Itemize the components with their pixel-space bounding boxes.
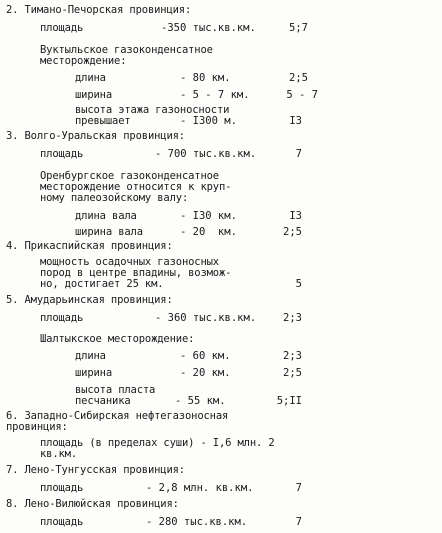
- section-6-heading-2: провинция:: [6, 421, 68, 433]
- section-2-area-value: -350 тыс.кв.км.: [161, 22, 256, 34]
- orn-width-label: ширина вала: [75, 226, 143, 238]
- section-7-area-label: площадь: [40, 482, 84, 494]
- orn-length-label: длина вала: [75, 210, 137, 222]
- section-2-heading: 2. Тимано-Печорская провинция:: [6, 4, 192, 16]
- orn-length-ref: I3: [289, 210, 302, 222]
- section-4-heading: 4. Прикаспийская провинция:: [6, 240, 173, 252]
- vuk-height-label-1: высота этажа газоносности: [75, 104, 230, 116]
- section-5-area-ref: 2;3: [283, 312, 302, 324]
- section-3-area-ref: 7: [295, 148, 302, 160]
- vuk-width-value: - 5 - 7 км.: [180, 89, 250, 101]
- section-7-heading: 7. Лено-Тунгусская провинция:: [6, 464, 185, 476]
- section-4-line-1: мощность осадочных газоносных: [40, 256, 219, 268]
- vuk-height-label-2: превышает: [75, 115, 131, 127]
- vuk-length-label: длина: [75, 72, 106, 84]
- vuk-title-line-2: месторождение:: [40, 55, 127, 67]
- section-8-heading: 8. Лено-Вилюйская провинция:: [6, 498, 179, 510]
- sha-height-label-1: высота пласта: [75, 384, 156, 396]
- orn-length-value: - I30 км.: [180, 210, 237, 222]
- vuk-height-value: - I300 м.: [180, 115, 237, 127]
- section-5-area-value: - 360 тыс.кв.км.: [155, 312, 257, 324]
- orn-text-line-1: Оренбургское газоконденсатное: [40, 170, 219, 182]
- sha-height-label-2: песчаника: [75, 395, 131, 407]
- section-8-area-ref: 7: [295, 516, 302, 528]
- orn-width-ref: 2;5: [283, 226, 302, 238]
- section-3-area-value: - 700 тыс.кв.км.: [155, 148, 257, 160]
- vuk-width-ref: 5 - 7: [286, 89, 318, 101]
- orn-width-value: - 20 км.: [180, 226, 237, 238]
- section-7-area-ref: 7: [295, 482, 302, 494]
- section-4-ref: 5: [295, 278, 302, 290]
- sha-height-ref: 5;II: [276, 395, 302, 407]
- sha-height-value: - 55 км.: [175, 395, 226, 407]
- orn-text-line-2: месторождение относится к круп-: [40, 181, 232, 193]
- vuk-length-value: - 80 км.: [180, 72, 231, 84]
- vuk-width-label: ширина: [75, 89, 113, 101]
- sha-width-ref: 2;5: [283, 367, 302, 379]
- sha-width-value: - 20 км.: [180, 367, 231, 379]
- section-3-area-label: площадь: [40, 148, 84, 160]
- section-4-line-2: пород в центре впадины, возмож-: [40, 267, 232, 279]
- sha-length-ref: 2;3: [283, 350, 302, 362]
- section-6-heading-1: 6. Западно-Сибирская нефтегазоносная: [6, 410, 229, 422]
- sha-title: Шалтыкское месторождение:: [40, 333, 195, 345]
- section-2-area-label: площадь: [40, 22, 84, 34]
- section-6-area-line-1: площадь (в пределах суши) - I,6 млн. 2: [40, 437, 275, 449]
- sha-length-label: длина: [75, 350, 106, 362]
- sha-length-value: - 60 км.: [180, 350, 231, 362]
- section-8-area-label: площадь: [40, 516, 84, 528]
- section-5-area-label: площадь: [40, 312, 84, 324]
- section-6-area-line-2: кв.км.: [40, 448, 78, 460]
- sha-width-label: ширина: [75, 367, 113, 379]
- section-5-heading: 5. Амударьинская провинция:: [6, 294, 173, 306]
- section-7-area-value: - 2,8 млн. кв.км.: [146, 482, 254, 494]
- vuk-title-line-1: Вуктыльское газоконденсатное: [40, 44, 213, 56]
- section-4-line-3: но, достигает 25 км.: [40, 278, 164, 290]
- section-8-area-value: - 280 тыс.кв.км.: [146, 516, 248, 528]
- vuk-length-ref: 2;5: [289, 72, 308, 84]
- orn-text-line-3: ному палеозойскому валу:: [40, 192, 189, 204]
- vuk-height-ref: I3: [289, 115, 302, 127]
- section-3-heading: 3. Волго-Уральская провинция:: [6, 130, 185, 142]
- section-2-area-ref: 5;7: [289, 22, 308, 34]
